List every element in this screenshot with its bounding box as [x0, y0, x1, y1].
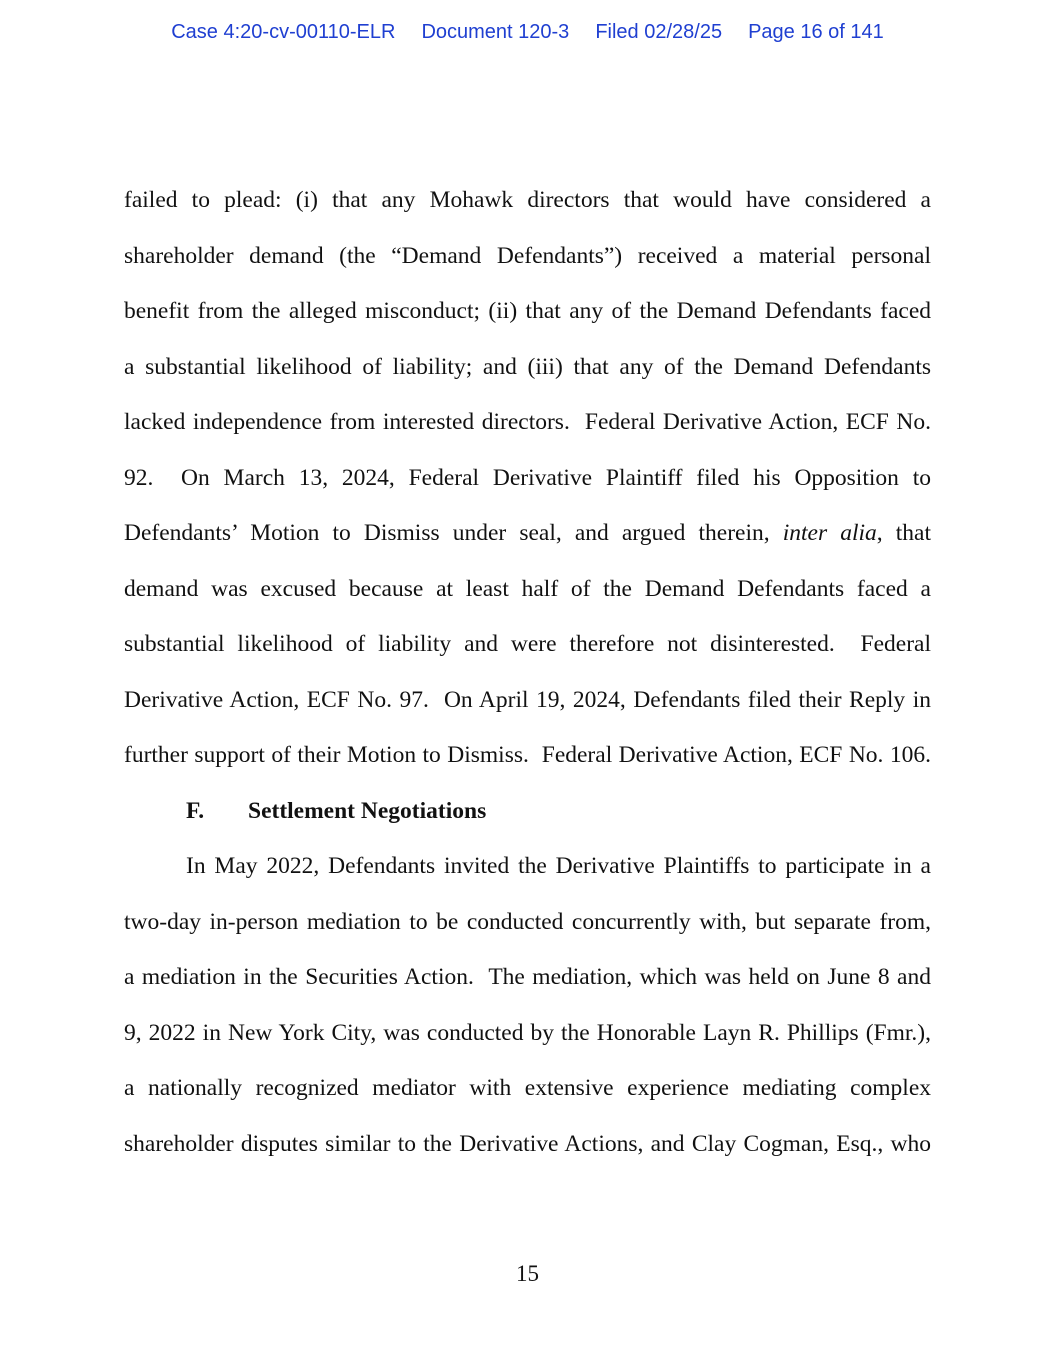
text-line: shareholder disputes similar to the Derivative Actions, and Clay Cogman, Esq., who — [124, 1130, 931, 1157]
page-number: 15 — [516, 1261, 539, 1286]
text-line: a substantial likelihood of liability; and (iii) that any of the Demand Defendants — [124, 353, 931, 380]
text-line: substantial likelihood of liability and were therefore not disinterested. Federal — [124, 631, 931, 657]
case-number: Case 4:20-cv-00110-ELR — [171, 21, 396, 43]
text-line: 92. On March 13, 2024, Federal Derivative Plaintiff filed his Opposition to — [124, 464, 931, 491]
text-line: a nationally recognized mediator with extensive experience mediating complex — [124, 1075, 931, 1101]
text-line-with-italic — [124, 506, 931, 562]
filing-header — [0, 18, 1055, 46]
text-line: demand was excused because at least half of the Demand Defendants faced a — [124, 575, 931, 602]
text-segment: , that — [876, 520, 931, 546]
document-body — [124, 173, 931, 1172]
text-segment: Defendants’ Motion to Dismiss under seal, and argued therein, — [124, 520, 783, 546]
text-line: 9, 2022 in New York City, was conducted by the Honorable Layn R. Phillips (Fmr.), — [124, 1019, 931, 1046]
text-line: benefit from the alleged misconduct; (ii) that any of the Demand Defendants faced — [124, 298, 931, 324]
italic-phrase: inter alia — [782, 520, 877, 546]
page-of-total: Page 16 of 141 — [748, 21, 884, 43]
text-line-indented: In May 2022, Defendants invited the Derivative Plaintiffs to participate in a — [186, 853, 931, 879]
section-title: Settlement Negotiations — [248, 797, 487, 824]
section-letter: F. — [186, 797, 205, 824]
filed-date: Filed 02/28/25 — [595, 21, 723, 43]
text-line: failed to plead: (i) that any Mohawk directors that would have considered a — [124, 187, 931, 213]
text-line: further support of their Motion to Dismiss. Federal Derivative Action, ECF No. 106. — [124, 742, 931, 768]
text-line: shareholder demand (the “Demand Defendants”) received a material personal — [124, 242, 931, 269]
paragraph-settlement — [124, 839, 931, 1172]
section-heading — [124, 784, 931, 840]
text-line: lacked independence from interested directors. Federal Derivative Action, ECF No. — [124, 409, 931, 435]
paragraph-motion-to-dismiss — [124, 173, 931, 784]
text-line: a mediation in the Securities Action. The mediation, which was held on June 8 and — [124, 964, 931, 990]
document-number: Document 120-3 — [421, 21, 570, 43]
text-line: two-day in-person mediation to be conducted concurrently with, but separate from, — [124, 908, 931, 935]
text-line: Derivative Action, ECF No. 97. On April 19, 2024, Defendants filed their Reply in — [124, 686, 931, 713]
